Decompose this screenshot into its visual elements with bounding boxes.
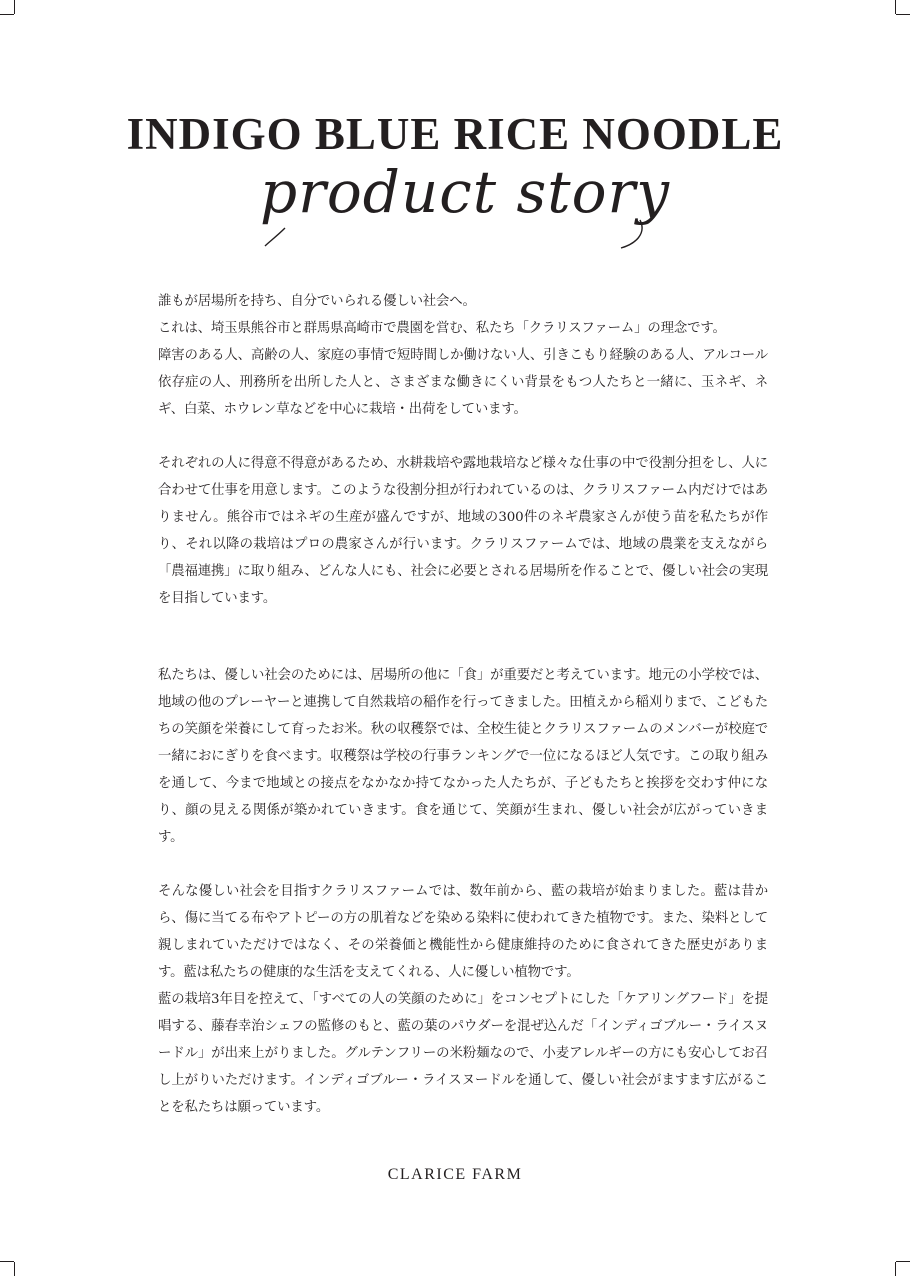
crop-mark-bottom-left-h bbox=[0, 1261, 14, 1262]
crop-mark-top-right bbox=[895, 0, 896, 14]
paragraph-intro-line-3: 障害のある人、高齢の人、家庭の事情で短時間しか働けない人、引きこもり経験のある人、アルコール依存症の人、刑務所を出所した人と、さまざまな働きにくい背景をもつ人たちと一緒に、玉ネギ、ネギ、白菜、ホウレン草などを中心に栽培・出荷をしています。 bbox=[158, 348, 768, 417]
paragraph-noodle: 藍の栽培3年目を控えて、「すべての人の笑顔のために」をコンセプトにした「ケアリングフード」を提唱する、藤春幸治シェフの監修のもと、藍の葉のパウダーを混ぜ込んだ「インディゴブルー・ライスヌードル」が出来上がりました。グルテンフリーの米粉麺なので、小麦アレルギーの方にも安心してお召し上がりいただけます。インディゴブルー・ライスヌードルを通して、優しい社会がますます広がることを私たちは願っています。 bbox=[158, 992, 768, 1115]
story-body bbox=[158, 288, 768, 1121]
paragraph-intro-line-2: これは、埼玉県熊谷市と群馬県高崎市で農園を営む、私たち「クラリスファーム」の理念です。 bbox=[158, 321, 726, 336]
paragraph-food: 私たちは、優しい社会のためには、居場所の他に「食」が重要だと考えています。地元の小学校では、地域の他のプレーヤーと連携して自然栽培の稲作を行ってきました。田植えから稲刈りまで、こどもたちの笑顔を栄養にして育ったお米。秋の収穫祭では、全校生徒とクラリスファームのメンバーが校庭で一緒におにぎりを食べます。収穫祭は学校の行事ランキングで一位になるほど人気です。この取り組みを通して、今まで地域との接点をなかなか持てなかった人たちが、子どもたちと挨拶を交わす仲になり、顔の見える関係が築かれていきます。食を通じて、笑顔が生まれ、優しい社会が広がっていきます。 bbox=[158, 668, 768, 845]
script-subtitle-text: product story bbox=[260, 158, 670, 226]
crop-mark-bottom-left bbox=[14, 1262, 15, 1276]
crop-mark-bottom-right-h bbox=[896, 1261, 910, 1262]
script-subtitle bbox=[255, 150, 675, 250]
paragraph-intro-line-1: 誰もが居場所を持ち、自分でいられる優しい社会へ。 bbox=[158, 294, 476, 309]
brand-footer: CLARICE FARM bbox=[387, 1166, 523, 1183]
crop-mark-bottom-right bbox=[895, 1262, 896, 1276]
page-title: INDIGO BLUE RICE NOODLE bbox=[126, 109, 784, 159]
script-swash-left bbox=[265, 228, 285, 246]
crop-mark-top-left-h bbox=[0, 14, 14, 15]
paragraph-indigo: そんな優しい社会を目指すクラリスファームでは、数年前から、藍の栽培が始まりました。藍は昔から、傷に当てる布やアトピーの方の肌着などを染める染料に使われてきた植物です。また、染料として親しまれていただけではなく、その栄養価と機能性から健康維持のために食されてきた歴史があります。藍は私たちの健康的な生活を支えてくれる、人に優しい植物です。 bbox=[158, 884, 768, 980]
crop-mark-top-left bbox=[14, 0, 15, 14]
crop-mark-top-right-h bbox=[896, 14, 910, 15]
paragraph-role-sharing: それぞれの人に得意不得意があるため、水耕栽培や露地栽培など様々な仕事の中で役割分担をし、人に合わせて仕事を用意します。このような役割分担が行われているのは、クラリスファーム内だけではありません。熊谷市ではネギの生産が盛んですが、地域の300件のネギ農家さんが使う苗を私たちが作り、それ以降の栽培はプロの農家さんが行います。クラリスファームでは、地域の農業を支えながら「農福連携」に取り組み、どんな人にも、社会に必要とされる居場所を作ることで、優しい社会の実現を目指しています。 bbox=[158, 456, 768, 606]
